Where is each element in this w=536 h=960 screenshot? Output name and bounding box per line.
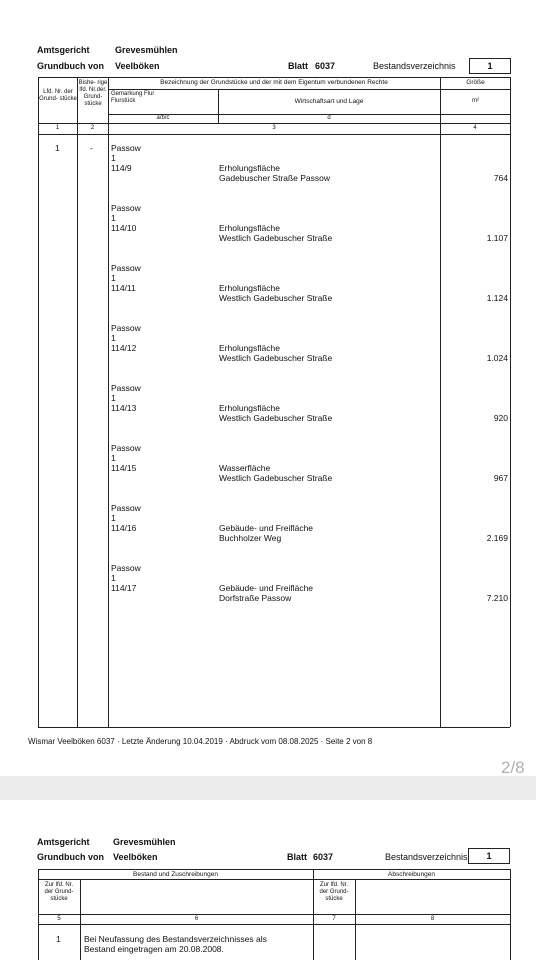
column-number-2: 2	[90, 125, 95, 131]
row-text-line-1: Bei Neufassung des Bestandsverzeichnisses als	[84, 934, 267, 944]
parcel-art: Erholungsfläche	[219, 343, 280, 353]
register-label: Bestandsverzeichnis	[373, 61, 456, 71]
register-label: Bestandsverzeichnis	[385, 852, 468, 862]
bisherige-nr-value: -	[90, 143, 93, 153]
row-number: 1	[56, 934, 61, 944]
parcel-gemarkung: Passow	[111, 563, 141, 573]
parcel-use	[219, 523, 313, 543]
page-footer: Wismar Veelböken 6037 · Letzte Änderung 10.04.2019 · Abdruck vom 08.08.2025 · Seite 2 von 8	[28, 737, 373, 746]
parcel-flur: 1	[111, 273, 116, 283]
row-text	[84, 934, 267, 954]
grundbuch-value: Veelböken	[113, 852, 158, 862]
parcel-entry	[111, 563, 141, 593]
parcel-entry	[111, 323, 141, 353]
parcel-size: 1.107	[486, 233, 508, 243]
parcel-flur: 1	[111, 213, 116, 223]
parcel-use	[219, 223, 332, 243]
parcel-lage: Gadebuscher Straße Passow	[219, 173, 331, 183]
row-text-line-2: Bestand eingetragen am 20.08.2008.	[84, 944, 224, 954]
parcel-flurstueck: 114/11	[111, 283, 136, 293]
column-number-7: 7	[332, 916, 336, 922]
grundbuch-label: Grundbuch von	[37, 852, 104, 862]
header-zur-lfd-nr-5: Zur lfd. Nr. der Grund- stücke	[44, 882, 74, 902]
parcel-gemarkung: Passow	[111, 263, 141, 273]
parcel-size: 2.169	[486, 533, 508, 543]
parcel-gemarkung: Passow	[111, 323, 141, 333]
header-sub-d: d	[327, 115, 331, 121]
parcel-flur: 1	[111, 453, 116, 463]
parcel-entry	[111, 143, 141, 173]
parcel-flurstueck: 114/13	[111, 403, 137, 413]
parcel-art: Wasserfläche	[219, 463, 271, 473]
header-bestand: Bestand und Zuschreibungen	[133, 871, 218, 878]
parcel-flur: 1	[111, 393, 116, 403]
parcel-flur: 1	[111, 573, 116, 583]
blatt-label: Blatt	[287, 852, 307, 862]
parcel-gemarkung: Passow	[111, 383, 141, 393]
parcel-size: 1.124	[486, 293, 508, 303]
parcel-art: Erholungsfläche	[219, 163, 280, 173]
parcel-flurstueck: 114/10	[111, 223, 137, 233]
blatt-value: 6037	[315, 61, 336, 71]
parcel-gemarkung: Passow	[111, 503, 141, 513]
parcel-size: 967	[493, 473, 508, 483]
header-bisherige-nr: Bishe- rige lfd. Nr.der. Grund- stücke	[78, 80, 108, 107]
parcel-size: 920	[493, 413, 508, 423]
parcel-flurstueck: 114/16	[111, 523, 137, 533]
parcel-lage: Buchholzer Weg	[219, 533, 282, 543]
parcel-art: Gebäude- und Freifläche	[219, 523, 314, 533]
grundbuch-value: Veelböken	[115, 61, 160, 71]
parcel-entry	[111, 503, 141, 533]
parcel-art: Erholungsfläche	[219, 403, 280, 413]
header-wirtschaftsart: Wirtschaftsart und Lage	[294, 98, 364, 105]
parcel-use	[219, 283, 332, 303]
parcel-flurstueck: 114/17	[111, 583, 137, 593]
parcel-use	[219, 463, 332, 483]
page-indicator: 2/8	[501, 758, 525, 777]
column-number-1: 1	[55, 125, 60, 131]
header-lfd-nr: Lfd. Nr. der Grund- stücke	[39, 89, 77, 102]
parcel-art: Erholungsfläche	[219, 283, 280, 293]
court-value: Grevesmühlen	[113, 837, 176, 847]
parcel-gemarkung: Passow	[111, 203, 141, 213]
parcel-flur: 1	[111, 333, 116, 343]
parcel-flur: 1	[111, 513, 116, 523]
parcel-size: 7.210	[486, 593, 508, 603]
lfd-nr-value: 1	[55, 143, 60, 153]
parcel-lage: Dorfstraße Passow	[219, 593, 292, 603]
parcel-use	[219, 583, 313, 603]
column-number-3: 3	[272, 125, 276, 131]
court-label: Amtsgericht	[37, 45, 90, 55]
register-number-box: 1	[469, 58, 511, 74]
parcel-entry	[111, 383, 141, 413]
parcel-entry	[111, 203, 141, 233]
document-page-2	[0, 800, 536, 960]
parcel-flurstueck: 114/9	[111, 163, 132, 173]
register-number-box: 1	[468, 848, 510, 864]
parcel-entry	[111, 263, 141, 293]
column-number-5: 5	[57, 916, 61, 922]
parcel-lage: Westlich Gadebuscher Straße	[219, 353, 333, 363]
parcel-use	[219, 343, 332, 363]
parcel-flurstueck: 114/15	[111, 463, 137, 473]
header-sub-abc: a/b/c	[156, 115, 170, 121]
column-number-6: 6	[194, 916, 199, 922]
grundbuch-label: Grundbuch von	[37, 61, 104, 71]
header-groesse: Größe	[466, 79, 485, 86]
column-number-8: 8	[430, 916, 435, 922]
parcel-use	[219, 403, 332, 423]
header-abschreibungen: Abschreibungen	[388, 871, 435, 878]
parcel-lage: Westlich Gadebuscher Straße	[219, 293, 333, 303]
parcel-size: 1.024	[486, 353, 508, 363]
blatt-value: 6037	[313, 852, 334, 862]
parcel-lage: Westlich Gadebuscher Straße	[219, 413, 333, 423]
parcel-gemarkung: Passow	[111, 443, 141, 453]
parcel-use	[219, 163, 330, 183]
parcel-lage: Westlich Gadebuscher Straße	[219, 233, 333, 243]
parcel-size: 764	[493, 173, 508, 183]
header-bezeichnung: Bezeichnung der Grundstücke und der mit dem Eigentum verbundenen Rechte	[160, 79, 388, 86]
court-label: Amtsgericht	[37, 837, 90, 847]
parcel-lage: Westlich Gadebuscher Straße	[219, 473, 333, 483]
parcel-art: Gebäude- und Freifläche	[219, 583, 314, 593]
column-number-4: 4	[473, 125, 477, 131]
header-gemarkung: Gemarkung Flur Flurstück	[111, 91, 155, 104]
court-value: Grevesmühlen	[115, 45, 178, 55]
parcel-entry	[111, 443, 141, 473]
parcel-flur: 1	[111, 153, 116, 163]
header-zur-lfd-nr-7: Zur lfd. Nr. der Grund- stücke	[319, 882, 349, 902]
parcel-art: Erholungsfläche	[219, 223, 280, 233]
blatt-label: Blatt	[288, 61, 308, 71]
parcel-gemarkung: Passow	[111, 143, 141, 153]
parcel-flurstueck: 114/12	[111, 343, 137, 353]
header-unit: m²	[472, 98, 479, 104]
